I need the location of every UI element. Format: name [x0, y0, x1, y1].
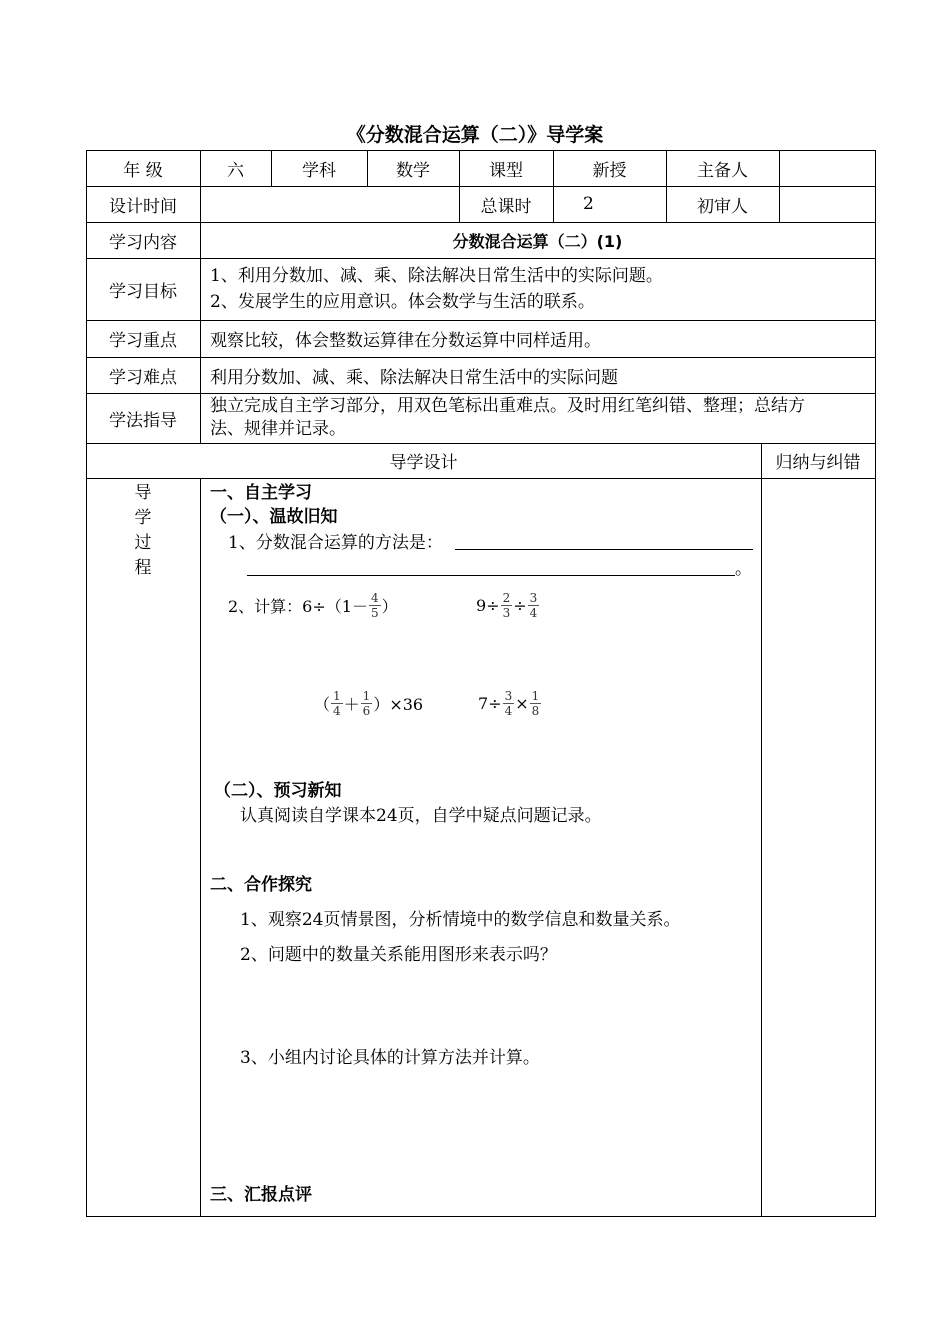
answer-blank-1[interactable] [455, 549, 753, 550]
content-value: 分数混合运算（二）(1) [452, 231, 623, 251]
section-2-title: 二、合作探究 [210, 875, 312, 895]
fraction-numerator: 3 [529, 590, 538, 605]
question-1-end: 。 [735, 559, 752, 579]
fraction-numerator: 1 [531, 688, 540, 703]
expression-4 [478, 683, 542, 723]
document-title: 《分数混合运算（二）》导学案 [346, 124, 604, 146]
difficulties-label: 学习难点 [109, 367, 177, 388]
lesson-type-label: 课型 [489, 160, 523, 181]
expression-3 [314, 683, 423, 723]
summary-header-label: 归纳与纠错 [775, 453, 861, 473]
lesson-type-value: 新授 [592, 160, 627, 181]
total-hours-value: 2 [583, 194, 594, 214]
plus-sign: ＋ [343, 694, 360, 714]
table-border-bottom [86, 1216, 876, 1217]
fraction-3-4 [529, 591, 539, 620]
expression-2-prefix: 9÷ [476, 595, 500, 615]
fraction-denominator: 8 [531, 703, 540, 718]
table-rule [86, 478, 876, 479]
fraction-denominator: 4 [529, 605, 538, 620]
fraction-denominator: 6 [362, 703, 371, 718]
fraction-numerator: 3 [504, 688, 513, 703]
answer-blank-2[interactable] [247, 575, 735, 576]
goal-line-2: 2、发展学生的应用意识。体会数学与生活的联系。 [210, 292, 595, 312]
design-time-label: 设计时间 [109, 196, 177, 217]
section-2-item-1: 1、观察24页情景图，分析情境中的数学信息和数量关系。 [240, 910, 681, 930]
question-2-close: ） [381, 596, 398, 616]
key-points-value: 观察比较，体会整数运算律在分数运算中同样适用。 [210, 331, 601, 351]
table-rule [86, 258, 876, 259]
method-label: 学法指导 [109, 410, 177, 431]
preparer-value [779, 150, 875, 186]
preview-text: 认真阅读自学课本24页，自学中疑点问题记录。 [240, 806, 602, 826]
fraction-denominator: 5 [370, 605, 379, 620]
expression-3-close: ）×36 [373, 694, 424, 714]
fraction-denominator: 4 [333, 703, 341, 718]
question-1-text: 1、分数混合运算的方法是： [228, 533, 443, 553]
section-1-sub-2: （二）、预习新知 [214, 781, 342, 801]
fraction-2-3 [502, 591, 512, 620]
section-1-sub-1: （一）、温故旧知 [210, 507, 338, 527]
reviewer-label: 初审人 [697, 196, 748, 217]
goals-label: 学习目标 [109, 281, 177, 302]
fraction-numerator: 4 [370, 590, 379, 605]
subject-label: 学科 [302, 160, 336, 181]
design-header-label: 导学设计 [389, 453, 458, 473]
goal-line-1: 1、利用分数加、减、乘、除法解决日常生活中的实际问题。 [210, 266, 663, 286]
times-sign: × [515, 693, 529, 713]
key-points-label: 学习重点 [109, 331, 177, 351]
section-2-item-3: 3、小组内讨论具体的计算方法并计算。 [240, 1048, 540, 1068]
table-border-right [875, 150, 876, 1216]
content-label: 学习内容 [109, 232, 177, 253]
expression-4-prefix: 7÷ [478, 693, 502, 713]
section-3-title: 三、汇报点评 [210, 1185, 312, 1205]
process-label-2: 学 [134, 508, 152, 528]
fraction-3-4 [504, 689, 514, 718]
divide-sign: ÷ [513, 595, 527, 615]
table-rule [761, 443, 762, 1216]
question-2-expression [228, 585, 398, 625]
table-rule [86, 393, 876, 394]
fraction-4-5 [370, 591, 380, 620]
question-2-prefix: 2、计算：6÷（1－ [228, 596, 368, 616]
subject-value: 数学 [396, 160, 430, 181]
fraction-numerator: 2 [502, 590, 511, 605]
fraction-denominator: 4 [504, 703, 513, 718]
fraction-1-8 [531, 689, 541, 718]
fraction-numerator: 1 [333, 688, 341, 703]
process-label-1: 导 [134, 483, 152, 503]
grade-value: 六 [227, 160, 244, 181]
fraction-denominator: 3 [502, 605, 511, 620]
grade-label: 年 级 [123, 160, 163, 181]
design-time-value [200, 186, 459, 222]
total-hours-label: 总课时 [480, 196, 532, 217]
section-1-title: 一、自主学习 [210, 483, 312, 503]
method-line-2: 法、规律并记录。 [210, 419, 346, 439]
expression-2 [476, 585, 540, 625]
section-2-item-2: 2、问题中的数量关系能用图形来表示吗？ [240, 945, 557, 965]
fraction-1-6 [362, 689, 372, 718]
process-label-3: 过 [134, 533, 152, 553]
method-line-1: 独立完成自主学习部分，用双色笔标出重难点。及时用红笔纠错、整理；总结方 [210, 396, 805, 416]
table-rule [200, 478, 201, 1216]
difficulties-value: 利用分数加、减、乘、除法解决日常生活中的实际问题 [210, 367, 618, 388]
process-label-4: 程 [134, 558, 152, 578]
fraction-numerator: 1 [362, 688, 371, 703]
fraction-1-4 [332, 689, 342, 718]
expression-3-open: （ [314, 694, 331, 714]
preparer-label: 主备人 [697, 160, 748, 181]
reviewer-value [779, 186, 875, 222]
